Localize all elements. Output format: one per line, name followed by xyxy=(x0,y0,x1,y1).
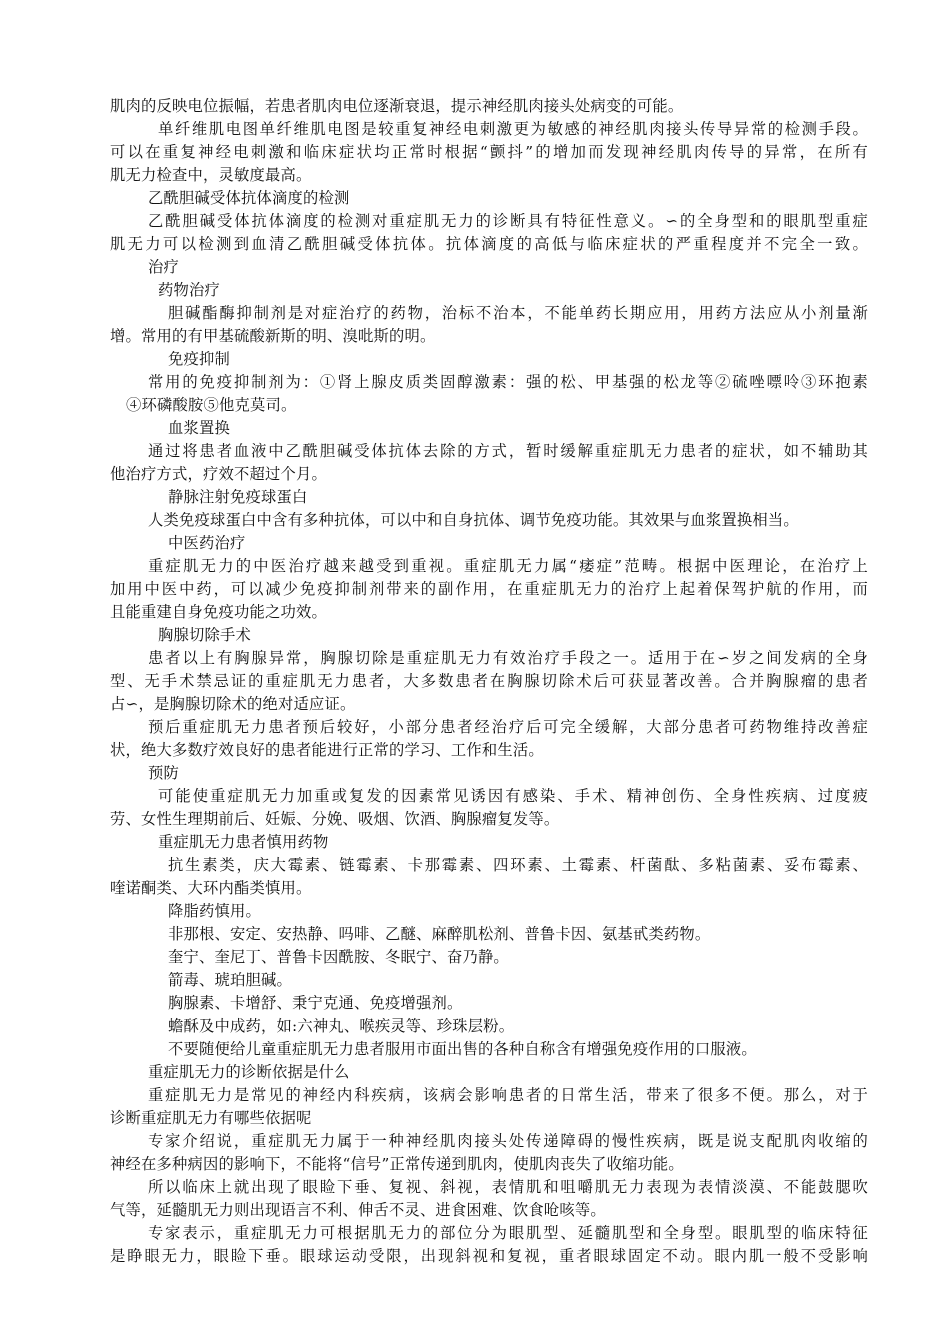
section-heading: 重症肌无力的诊断依据是什么 xyxy=(148,1063,350,1081)
text-line: 可以在重复神经电刺激和临床症状均正常时根据“颤抖”的增加而发现神经肌肉传导的异常，在所有 xyxy=(110,143,868,161)
text-line: 患者以上有胸腺异常，胸腺切除是重症肌无力有效治疗手段之一。适用于在∽岁之间发病的全身 xyxy=(148,649,868,667)
text-line: 肌无力可以检测到血清乙酰胆碱受体抗体。抗体滴度的高低与临床症状的严重程度并不完全一致。 xyxy=(110,235,868,253)
text-line: 人类免疫球蛋白中含有多种抗体，可以中和自身抗体、调节免疫功能。其效果与血浆置换相当。 xyxy=(148,511,799,529)
text-line: 奎宁、奎尼丁、普鲁卡因酰胺、冬眠宁、奋乃静。 xyxy=(168,948,509,966)
text-line: 占∽，是胸腺切除术的绝对适应证。 xyxy=(110,695,356,713)
text-line: 蟾酥及中成药，如:六神丸、喉疾灵等、珍珠层粉。 xyxy=(168,1017,515,1035)
text-line: 重症肌无力是常见的神经内科疾病，该病会影响患者的日常生活，带来了很多不便。那么，对于 xyxy=(148,1086,868,1104)
text-line: 肌肉的反映电位振幅，若患者肌肉电位逐渐衰退，提示神经肌肉接头处病变的可能。 xyxy=(110,97,684,115)
text-line: 降脂药慎用。 xyxy=(168,902,261,920)
text-line: 气等，延髓肌无力则出现语言不利、伸舌不灵、进食困难、饮食呛咳等。 xyxy=(110,1201,606,1219)
text-line: 非那根、安定、安热静、吗啡、乙醚、麻醉肌松剂、普鲁卡因、氨基甙类药物。 xyxy=(168,925,711,943)
text-line: 劳、女性生理期前后、妊娠、分娩、吸烟、饮酒、胸腺瘤复发等。 xyxy=(110,810,560,828)
text-line: 单纤维肌电图单纤维肌电图是较重复神经电刺激更为敏感的神经肌肉接头传导异常的检测手段。 xyxy=(158,120,868,138)
text-line: 他治疗方式，疗效不超过个月。 xyxy=(110,465,327,483)
text-line: 可能使重症肌无力加重或复发的因素常见诱因有感染、手术、精神创伤、全身性疾病、过度疲 xyxy=(158,787,868,805)
section-heading: 血浆置换 xyxy=(168,419,230,437)
section-heading: 重症肌无力患者慎用药物 xyxy=(158,833,329,851)
text-line: 胸腺素、卡增舒、秉宁克通、免疫增强剂。 xyxy=(168,994,463,1012)
text-line: 胆碱酯酶抑制剂是对症治疗的药物，治标不治本，不能单药长期应用，用药方法应从小剂量渐 xyxy=(168,304,868,322)
text-line: 预后重症肌无力患者预后较好，小部分患者经治疗后可完全缓解，大部分患者可药物维持改善症 xyxy=(148,718,868,736)
text-line: 加用中医中药，可以减少免疫抑制剂带来的副作用，在重症肌无力的治疗上起着保驾护航的作用，而 xyxy=(110,580,868,598)
text-line: 不要随便给儿童重症肌无力患者服用市面出售的各种自称含有增强免疫作用的口服液。 xyxy=(168,1040,757,1058)
text-line: 常用的免疫抑制剂为：①肾上腺皮质类固醇激素：强的松、甲基强的松龙等②硫唑嘌呤③环抱素 xyxy=(148,373,868,391)
text-line: 通过将患者血液中乙酰胆碱受体抗体去除的方式，暂时缓解重症肌无力患者的症状，如不辅助其 xyxy=(148,442,868,460)
text-line: 抗生素类，庆大霉素、链霉素、卡那霉素、四环素、土霉素、杆菌酞、多粘菌素、妥布霉素、 xyxy=(168,856,868,874)
text-line: 乙酰胆碱受体抗体滴度的检测对重症肌无力的诊断具有特征性意义。∽的全身型和的眼肌型重症 xyxy=(148,212,868,230)
section-heading: 预防 xyxy=(148,764,179,782)
text-line: 重症肌无力的中医治疗越来越受到重视。重症肌无力属“痿症”范畴。根据中医理论，在治疗上 xyxy=(148,557,868,575)
section-heading: 中医药治疗 xyxy=(168,534,246,552)
section-heading: 免疫抑制 xyxy=(168,350,230,368)
text-line: 专家表示，重症肌无力可根据肌无力的部位分为眼肌型、延髓肌型和全身型。眼肌型的临床特征 xyxy=(148,1224,868,1242)
section-heading: 胸腺切除手术 xyxy=(158,626,251,644)
text-line: 喹诺酮类、大环内酯类慎用。 xyxy=(110,879,312,897)
section-heading: 乙酰胆碱受体抗体滴度的检测 xyxy=(148,189,350,207)
text-line: 所以临床上就出现了眼睑下垂、复视、斜视，表情肌和咀嚼肌无力表现为表情淡漠、不能鼓腮吹 xyxy=(148,1178,868,1196)
text-line: 状，绝大多数疗效良好的患者能进行正常的学习、工作和生活。 xyxy=(110,741,544,759)
text-line: 神经在多种病因的影响下，不能将“信号”正常传递到肌肉，使肌肉丧失了收缩功能。 xyxy=(110,1155,684,1173)
text-line: 增。常用的有甲基硫酸新斯的明、溴吡斯的明。 xyxy=(110,327,436,345)
section-heading: 静脉注射免疫球蛋白 xyxy=(168,488,308,506)
text-line: 箭毒、琥珀胆碱。 xyxy=(168,971,292,989)
section-heading: 药物治疗 xyxy=(158,281,220,299)
text-line: 型、无手术禁忌证的重症肌无力患者，大多数患者在胸腺切除术后可获显著改善。合并胸腺瘤的患者 xyxy=(110,672,868,690)
text-line: 且能重建自身免疫功能之功效。 xyxy=(110,603,327,621)
text-line: 专家介绍说，重症肌无力属于一种神经肌肉接头处传递障碍的慢性疾病，既是说支配肌肉收缩的 xyxy=(148,1132,868,1150)
text-line: ④环磷酸胺⑤他克莫司。 xyxy=(126,396,297,414)
text-line: 诊断重症肌无力有哪些依据呢 xyxy=(110,1109,312,1127)
section-heading: 治疗 xyxy=(148,258,179,276)
text-line: 肌无力检查中，灵敏度最高。 xyxy=(110,166,312,184)
text-line: 是睁眼无力，眼睑下垂。眼球运动受限，出现斜视和复视，重者眼球固定不动。眼内肌一般不受影响 xyxy=(110,1247,868,1265)
